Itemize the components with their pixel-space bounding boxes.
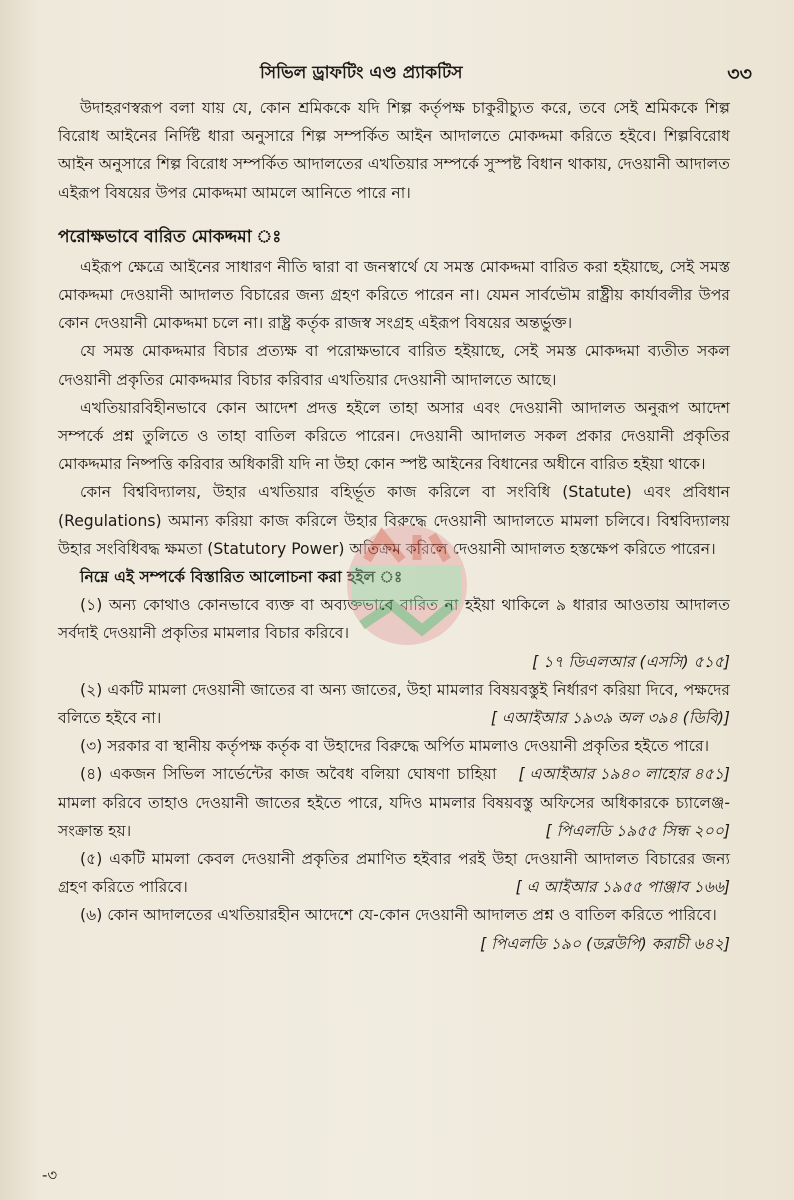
citation: [ এ আইআর ১৯৫৫ পাঞ্জাব ১৬৬] (515, 878, 730, 897)
citation: [ ১৭ ডিএলআর (এসসি) ৫১৫] (532, 652, 730, 671)
paragraph: কোন বিশ্ববিদ্যালয়, উহার এখতিয়ার বহির্ভূত কাজ করিলে বা সংবিধি (Statute) এবং প্রবিধান (Regulations) অমান্য করিয়া কাজ করিলে উহার বিরুদ্ধে দেওয়ানী আদালতে মামলা চলিবে। বিশ্ববিদ্যালয় উহার সংবিধিবদ্ধ ক্ষমতা (Statutory Power) অতিক্রম করিলে দেওয়ানী আদালত হস্তক্ষেপ করিতে পারেন। (58, 483, 730, 558)
citation: [ পিএলডি ১৯০ (ডব্লউপি) করাচী ৬৪২] (480, 934, 730, 953)
item-text: (২) একটি মামলা দেওয়ানী জাতের বা অন্য জাতের, উহা মামলার বিষয়বস্তুই নির্ধারণ করিয়া দিবে, পক্ষদের বলিতে হইবে না। [ এআইআর ১৯৩৯ অল ৩৯৪ (ডিবি)] (58, 676, 730, 732)
sub-heading: নিম্নে এই সম্পর্কে বিস্তারিত আলোচনা করা হইল ঃ (80, 568, 403, 587)
list-item (58, 901, 730, 953)
item-text: (৬) কোন আদালতের এখতিয়ারহীন আদেশে যে-কোন দেওয়ানী আদালত প্রশ্ন ও বাতিল করিতে পারিবে। [ পিএলডি ১৯০ (ডব্লউপি) করাচী ৬৪২] (58, 901, 730, 929)
page-header (60, 60, 764, 90)
paragraph: এখতিয়ারবিহীনভাবে কোন আদেশ প্রদত্ত হইলে তাহা অসার এবং দেওয়ানী আদালত অনুরূপ আদেশ সম্পর্কে প্রশ্ন তুলিতে ও তাহা বাতিল করিতে পারেন। দেওয়ানী আদালত সকল প্রকার দেওয়ানী প্রকৃতির মোকদ্দমার নিষ্পত্তি করিবার অধিকারী যদি না উহা কোন স্পষ্ট আইনের বিধানের অধীনে বারিত হইয়া থাকে। (58, 398, 730, 474)
item-text: (১) অন্য কোথাও কোনভাবে ব্যক্ত বা অব্যক্তভাবে বারিত না হইয়া থাকিলে ৯ ধারার আওতায় আদালত সর্বদাই দেওয়ানী প্রকৃতির মামলার বিচার করিবে। (58, 596, 730, 643)
page-footer-mark: -৩ (42, 1166, 58, 1184)
section-heading: পরোক্ষভাবে বারিত মোকদ্দমা ঃ (58, 226, 282, 247)
citation: [ পিএলডি ১৯৫৫ সিন্ধ ২০০] (545, 821, 730, 840)
list-item (58, 845, 730, 901)
intro-paragraph: উদাহরণস্বরূপ বলা যায় যে, কোন শ্রমিককে যদি শিল্প কর্তৃপক্ষ চাকুরীচ্যুত করে, তবে সেই শ্রমিককে শিল্প বিরোধ আইনের নির্দিষ্ট ধারা অনুসারে শিল্প সম্পর্কিত আইন আদালতে মোকদ্দমা করিতে হইবে। শিল্পবিরোধ আইন অনুসারে শিল্প বিরোধ সম্পর্কিত আদালতের এখতিয়ার সম্পর্কে সুস্পষ্ট বিধান থাকায়, দেওয়ানী আদালত এইরূপ বিষয়ের উপর মোকদ্দমা আমলে আনিতে পারে না। (58, 99, 730, 202)
item-text: (৫) একটি মামলা কেবল দেওয়ানী প্রকৃতির প্রমাণিত হইবার পরই উহা দেওয়ানী আদালত বিচারের জন্য গ্রহণ করিতে পারিবে। [ এ আইআর ১৯৫৫ পাঞ্জাব ১৬৬] (58, 845, 730, 901)
page-body (58, 94, 730, 958)
citation: [ এআইআর ১৯৪০ লাহোর ৪৫১] (518, 765, 730, 784)
list-item (58, 676, 730, 732)
paragraph: যে সমস্ত মোকদ্দমার বিচার প্রত্যক্ষ বা পরোক্ষভাবে বারিত হইয়াছে, সেই সমস্ত মোকদ্দমা ব্যতীত সকল দেওয়ানী প্রকৃতির মোকদ্দমার বিচার করিবার এখতিয়ার দেওয়ানী আদালতে আছে। (58, 342, 730, 389)
page-number: ৩৩ (727, 63, 752, 85)
running-title: সিভিল ড্রাফটিং এণ্ড প্র্যাকটিস (260, 63, 463, 83)
list-item (58, 732, 730, 784)
paragraph: এইরূপ ক্ষেত্রে আইনের সাধারণ নীতি দ্বারা বা জনস্বার্থে যে সমস্ত মোকদ্দমা বারিত করা হইয়াছে, সেই সমস্ত মোকদ্দমা দেওয়ানী আদালত বিচারের জন্য গ্রহণ করিতে পারেন না। যেমন সার্বভৌম রাষ্ট্রীয় কার্যাবলীর উপর কোন দেওয়ানী মোকদ্দমা চলে না। রাষ্ট্র কর্তৃক রাজস্ব সংগ্রহ এইরূপ বিষয়ের অন্তর্ভুক্ত। (58, 257, 730, 333)
citation: [ এআইআর ১৯৩৯ অল ৩৯৪ (ডিবি)] (490, 709, 730, 728)
item-text: (৪) একজন সিভিল সার্ভেন্টের কাজ অবৈধ বলিয়া ঘোষণা চাহিয়া মামলা করিবে তাহাও দেওয়ানী জাতের হইতে পারে, যদিও মামলার বিষয়বস্তু অফিসের অধিকারকে চ্যালেঞ্জ-সংক্রান্ত হয়। [ পিএলডি ১৯৫৫ সিন্ধ ২০০] (58, 760, 730, 845)
item-text: (৩) সরকার বা স্থানীয় কর্তৃপক্ষ কর্তৃক বা উহাদের বিরুদ্ধে অর্পিত মামলাও দেওয়ানী প্রকৃতির হইতে পারে। [ এআইআর ১৯৪০ লাহোর ৪৫১] (58, 732, 730, 760)
list-item (58, 591, 730, 676)
